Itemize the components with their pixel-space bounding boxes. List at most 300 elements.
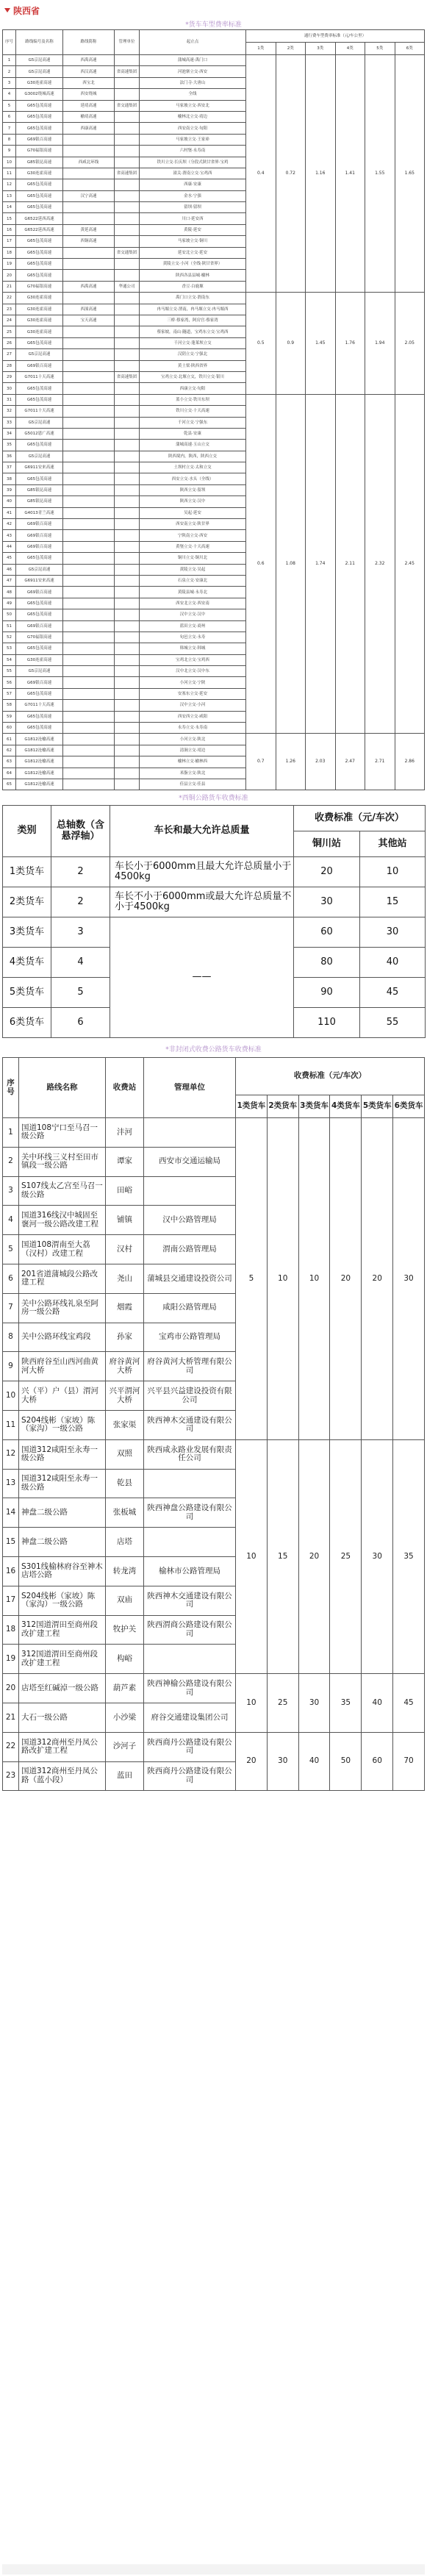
row-fee-other: 10 <box>360 857 426 887</box>
row-axles: 2 <box>51 887 110 917</box>
row-no: 24 <box>3 315 16 326</box>
row-section: 乾县·安康 <box>140 428 246 439</box>
row-road-no: G65包茂高速 <box>16 270 63 281</box>
row-road-name <box>63 700 115 711</box>
row-no: 15 <box>3 213 16 224</box>
row-no: 18 <box>3 247 16 258</box>
row-road-no: G65包茂高速 <box>16 394 63 405</box>
row-section: 西康立交·旬阳 <box>140 383 246 394</box>
bottom-strip <box>2 2564 425 2575</box>
fee-value: 70 <box>393 1732 425 1791</box>
row-agency: 宝鸡市公路管理局 <box>144 1323 236 1352</box>
row-agency <box>115 202 140 213</box>
row-no: 23 <box>3 304 16 315</box>
row-agency <box>115 55 140 66</box>
row-road-no: G70福银高速 <box>16 281 63 292</box>
row-station: 田峪 <box>106 1176 144 1206</box>
row-axles: 4 <box>51 948 110 978</box>
row-road: S204线彬（家坡）陈（家沟）一级公路 <box>19 1586 106 1615</box>
row-station: 张家渠 <box>106 1410 144 1439</box>
row-road: 国道312咸阳至永寿一级公路 <box>19 1469 106 1498</box>
row-no: 26 <box>3 337 16 348</box>
row-no: 3 <box>3 1176 19 1206</box>
row-agency: 府谷黄河大桥管理有限公司 <box>144 1352 236 1381</box>
row-road-no: G65包茂高速 <box>16 383 63 394</box>
t3-col-road: 路线名称 <box>19 1058 106 1118</box>
row-road-name <box>63 688 115 699</box>
t2-col-axles: 总轴数（含悬浮轴） <box>51 806 110 857</box>
row-agency <box>115 417 140 428</box>
row-no: 42 <box>3 519 16 530</box>
row-section: 黄陵·延安 <box>140 224 246 235</box>
table-row <box>3 1674 425 1703</box>
row-agency: 陕西神木交通建设有限公司 <box>144 1410 236 1439</box>
row-no: 46 <box>3 564 16 575</box>
t3-col-station: 收费站 <box>106 1058 144 1118</box>
fee-value: 10 <box>267 1118 298 1440</box>
rate-value: 1.45 <box>306 293 336 395</box>
fee-value: 35 <box>393 1439 425 1673</box>
row-no: 15 <box>3 1528 19 1557</box>
fee-value: 40 <box>298 1732 330 1791</box>
row-section: 延安北立交·延安 <box>140 247 246 258</box>
row-agency <box>115 383 140 394</box>
row-agency <box>115 190 140 201</box>
row-road-name <box>63 654 115 665</box>
row-no: 21 <box>3 1703 19 1732</box>
fee-value: 30 <box>267 1732 298 1791</box>
row-road-name <box>63 575 115 586</box>
row-type: 4类货车 <box>3 948 51 978</box>
row-road-name <box>63 496 115 507</box>
row-no: 43 <box>3 530 16 541</box>
rate-value: 2.45 <box>395 394 425 734</box>
t3-col-type-2: 2类货车 <box>267 1095 298 1118</box>
row-agency <box>115 654 140 665</box>
row-no: 21 <box>3 281 16 292</box>
row-road-name <box>63 146 115 157</box>
row-section: 黄陵立交·小河（全线·陕甘省界） <box>140 259 246 270</box>
t3-col-type-6: 6类货车 <box>393 1095 425 1118</box>
row-agency <box>144 1176 236 1206</box>
row-section: 铜川立交·铜川北 <box>140 553 246 564</box>
row-section: 蔡家坡，南山·隧道，宝鸡东立交·宝鸡西 <box>140 326 246 337</box>
rate-value: 1.76 <box>335 293 365 395</box>
row-no: 33 <box>3 417 16 428</box>
row-road-no: G65包茂高速 <box>16 711 63 722</box>
row-fee-other: 40 <box>360 948 426 978</box>
col-type-3: 3类 <box>306 43 336 55</box>
row-road: S301线榆林府谷至神木店塔公路 <box>19 1556 106 1586</box>
row-station: 烟霞 <box>106 1293 144 1323</box>
row-road-no: G30连霍高速 <box>16 654 63 665</box>
row-agency <box>115 462 140 473</box>
row-agency <box>115 745 140 756</box>
fee-value: 50 <box>330 1732 362 1791</box>
row-agency <box>115 700 140 711</box>
row-station: 葫芦素 <box>106 1674 144 1703</box>
row-road-name <box>63 349 115 360</box>
row-road-name <box>63 564 115 575</box>
t3-col-type-1: 1类货车 <box>236 1095 268 1118</box>
row-no: 40 <box>3 496 16 507</box>
row-road-no: G69银百高速 <box>16 519 63 530</box>
row-agency <box>115 270 140 281</box>
row-road-no: G65包茂高速 <box>16 609 63 620</box>
row-road-no: G65包茂高速 <box>16 123 63 134</box>
row-station: 汉村 <box>106 1235 144 1264</box>
triangle-icon <box>4 8 10 12</box>
row-road: 国道312商州至丹凤公路改扩建工程 <box>19 1732 106 1761</box>
row-agency <box>115 507 140 518</box>
row-no: 37 <box>3 462 16 473</box>
row-road: S107线太乙宫至马召一级公路 <box>19 1176 106 1206</box>
row-no: 39 <box>3 484 16 495</box>
col-type-2: 2类 <box>276 43 306 55</box>
row-section: 榆林立交·榆林西 <box>140 756 246 768</box>
row-no: 20 <box>3 1674 19 1703</box>
row-agency: 咸阳公路管理局 <box>144 1293 236 1323</box>
table3-title: *非封闭式收费公路货车收费标准 <box>165 1046 262 1053</box>
row-section: 汉中立交·小河 <box>140 700 246 711</box>
row-section: 汉阴立交·宁强北 <box>140 349 246 360</box>
t2-col-other: 其他站 <box>360 831 426 857</box>
row-agency: 陕西商丹公路建设有限公司 <box>144 1732 236 1761</box>
row-road-name: 西铜高速 <box>63 236 115 247</box>
row-road-name <box>63 609 115 620</box>
row-road-name <box>63 723 115 734</box>
row-fee-tongchuan: 110 <box>294 1008 360 1038</box>
rate-value: 1.94 <box>365 293 395 395</box>
row-desc: 车长小于6000mm且最大允许总质量小于4500kg <box>110 857 294 887</box>
row-road-name <box>63 519 115 530</box>
row-road-name <box>63 484 115 495</box>
row-desc: —— <box>110 917 294 1038</box>
row-agency <box>115 224 140 235</box>
row-road-no: G65包茂高速 <box>16 473 63 484</box>
row-road-name <box>63 756 115 768</box>
row-agency <box>115 723 140 734</box>
row-road-name <box>63 202 115 213</box>
row-road-name <box>63 417 115 428</box>
row-section: 西安立交·水头（全线） <box>140 473 246 484</box>
row-no: 22 <box>3 1732 19 1761</box>
row-no: 51 <box>3 620 16 632</box>
row-no: 49 <box>3 598 16 609</box>
t3-col-type-4: 4类货车 <box>330 1095 362 1118</box>
row-station: 尧山 <box>106 1264 144 1293</box>
row-agency <box>115 609 140 620</box>
row-road-name <box>63 745 115 756</box>
col-type-1: 1类 <box>246 43 276 55</box>
row-road-name <box>63 259 115 270</box>
t2-col-type: 类别 <box>3 806 51 857</box>
row-road-no: G6911安来高速 <box>16 575 63 586</box>
row-station: 沣河 <box>106 1118 144 1148</box>
row-road-no: G7011十天高速 <box>16 406 63 417</box>
row-no: 30 <box>3 383 16 394</box>
row-road-name <box>63 541 115 552</box>
row-agency: 蒲城县交通建设投资公司 <box>144 1264 236 1293</box>
row-section: 西安南立交·旬阳 <box>140 123 246 134</box>
row-agency: 西安市交通运输局 <box>144 1147 236 1176</box>
row-road-name: 汉宁高速 <box>63 190 115 201</box>
row-no: 16 <box>3 224 16 235</box>
xitong-fee-table <box>2 805 425 1038</box>
row-agency <box>115 530 140 541</box>
rate-value: 2.11 <box>335 394 365 734</box>
row-road: 312国道渭田至商州段改扩建工程 <box>19 1615 106 1645</box>
row-station: 张板城 <box>106 1498 144 1528</box>
row-road: 国道312商州至丹凤公路（蓝小段） <box>19 1761 106 1791</box>
row-road-no: G1812沧榆高速 <box>16 756 63 768</box>
row-agency <box>144 1645 236 1674</box>
row-section: 汉中北立交·汉中东 <box>140 666 246 677</box>
row-no: 7 <box>3 1293 19 1323</box>
row-agency <box>115 146 140 157</box>
row-no: 13 <box>3 190 16 201</box>
row-road-name <box>63 247 115 258</box>
row-no: 19 <box>3 259 16 270</box>
row-no: 2 <box>3 1147 19 1176</box>
row-section: 宁陕南立交·西安 <box>140 530 246 541</box>
fee-value: 5 <box>236 1118 268 1440</box>
row-road: 312国道渭田至商州段改扩建工程 <box>19 1645 106 1674</box>
row-no: 47 <box>3 575 16 586</box>
row-section: 马家坡立交·铜川 <box>140 236 246 247</box>
row-road-name: 延靖高速 <box>63 100 115 111</box>
row-agency: 渭南公路管理局 <box>144 1235 236 1264</box>
row-agency <box>115 394 140 405</box>
row-axles: 5 <box>51 978 110 1008</box>
province-title: 陕西省 <box>4 3 40 18</box>
row-no: 53 <box>3 643 16 654</box>
row-axles: 2 <box>51 857 110 887</box>
t2-col-fee: 收费标准（元/车次） <box>294 806 426 831</box>
row-type: 3类货车 <box>3 917 51 948</box>
row-section: 铁川立交·长庆坝（分段式陕甘省界·宝鸡 <box>140 157 246 168</box>
row-section: 永寿立交·永寿南 <box>140 723 246 734</box>
col-rate: 通行费车型费率标准（元/车公里） <box>246 30 425 43</box>
row-road-no: G85银昆高速 <box>16 157 63 168</box>
row-no: 48 <box>3 587 16 598</box>
row-road-no: G30连霍高速 <box>16 293 63 304</box>
t3-col-type-3: 3类货车 <box>298 1095 330 1118</box>
row-agency <box>115 553 140 564</box>
row-agency: 府谷交通建设集团公司 <box>144 1703 236 1732</box>
row-section: 西安南立交·陕甘界 <box>140 519 246 530</box>
row-road-no: G65包茂高速 <box>16 111 63 122</box>
row-no: 8 <box>3 134 16 145</box>
rate-value: 2.32 <box>365 394 395 734</box>
row-agency: 陕西神榆公路建设有限公司 <box>144 1674 236 1703</box>
open-road-fee-table <box>2 1057 425 1791</box>
row-road-name <box>63 768 115 779</box>
row-station: 双照 <box>106 1439 144 1469</box>
row-agency <box>115 304 140 315</box>
row-road-no: G65包茂高速 <box>16 688 63 699</box>
row-agency <box>115 564 140 575</box>
row-agency <box>115 587 140 598</box>
row-road-name <box>63 473 115 484</box>
row-road-no: G69银百高速 <box>16 134 63 145</box>
col-agency: 管理单位 <box>115 30 140 55</box>
row-station: 店塔 <box>106 1528 144 1557</box>
row-road-name <box>63 553 115 564</box>
fee-value: 20 <box>362 1118 393 1440</box>
row-no: 25 <box>3 326 16 337</box>
row-road-name <box>63 598 115 609</box>
row-no: 12 <box>3 1439 19 1469</box>
rate-value: 1.08 <box>276 394 306 734</box>
row-station: 双庙 <box>106 1586 144 1615</box>
row-section: 旬邑立交·永寿 <box>140 632 246 643</box>
row-section: 全线 <box>140 89 246 100</box>
row-agency: 省高速集团 <box>115 371 140 382</box>
row-agency: 省交通集团 <box>115 100 140 111</box>
row-section: 千河立交·宁强东 <box>140 417 246 428</box>
rate-value: 1.74 <box>306 394 336 734</box>
row-no: 34 <box>3 428 16 439</box>
table-row <box>3 55 425 66</box>
row-section: 黄土梁·陕西省界 <box>140 360 246 371</box>
row-road-no: G7011十天高速 <box>16 700 63 711</box>
row-section: 土坝村立交·太和立交 <box>140 462 246 473</box>
row-section: 佳县立交·佳县 <box>140 779 246 790</box>
fee-value: 35 <box>330 1674 362 1733</box>
row-station: 孙家 <box>106 1323 144 1352</box>
row-agency: 陕西渭商公路建设有限公司 <box>144 1615 236 1645</box>
row-agency <box>115 734 140 745</box>
row-desc: 车长不小于6000mm或最大允许总质量不小于4500kg <box>110 887 294 917</box>
t3-col-type-5: 5类货车 <box>362 1095 393 1118</box>
col-road-no: 路线编号及名称 <box>16 30 63 55</box>
row-road-no: G1812沧榆高速 <box>16 768 63 779</box>
table-row <box>3 857 426 887</box>
row-agency <box>115 643 140 654</box>
row-road-name <box>63 643 115 654</box>
row-no: 35 <box>3 440 16 451</box>
row-section: 禹门口立交·渭南东 <box>140 293 246 304</box>
col-type-4: 4类 <box>335 43 365 55</box>
row-road-no: G5京昆高速 <box>16 417 63 428</box>
row-road-name: 西康高速 <box>63 123 115 134</box>
row-road-no: G6911安来高速 <box>16 462 63 473</box>
row-no: 18 <box>3 1615 19 1645</box>
rate-value: 0.5 <box>246 293 276 395</box>
row-station: 府谷黄河大桥 <box>106 1352 144 1381</box>
col-type-6: 6类 <box>395 43 425 55</box>
row-no: 4 <box>3 89 16 100</box>
row-fee-tongchuan: 30 <box>294 887 360 917</box>
row-agency: 榆林市公路管理局 <box>144 1556 236 1586</box>
row-road-no: G1812沧榆高速 <box>16 745 63 756</box>
row-road-name <box>63 383 115 394</box>
row-agency <box>115 111 140 122</box>
row-no: 2 <box>3 66 16 77</box>
row-road-no: G69银百高速 <box>16 530 63 541</box>
row-road-no: G5京昆高速 <box>16 55 63 66</box>
row-road: 国道108渭南至大荔（汉村）改建工程 <box>19 1235 106 1264</box>
row-agency <box>115 677 140 688</box>
row-road-name <box>63 507 115 518</box>
row-no: 61 <box>3 734 16 745</box>
row-road-no: G69银百高速 <box>16 587 63 598</box>
row-section: 潼关·渭南立交·宝鸡西 <box>140 168 246 179</box>
row-road-no: G6522延西高速 <box>16 224 63 235</box>
row-section: 铁川立交·十天高速 <box>140 406 246 417</box>
row-no: 6 <box>3 1264 19 1293</box>
row-road-name <box>63 213 115 224</box>
row-section: 法门寺·大唐山 <box>140 77 246 88</box>
row-type: 2类货车 <box>3 887 51 917</box>
row-fee-other: 15 <box>360 887 426 917</box>
table-row <box>3 1732 425 1761</box>
row-agency <box>115 620 140 632</box>
row-road-name <box>63 632 115 643</box>
row-no: 8 <box>3 1323 19 1352</box>
row-agency <box>115 575 140 586</box>
row-road-name <box>63 666 115 677</box>
row-road-no: G1812沧榆高速 <box>16 734 63 745</box>
row-fee-other: 55 <box>360 1008 426 1038</box>
row-road-no: G30连霍高速 <box>16 304 63 315</box>
row-road-name <box>63 293 115 304</box>
row-road-no: G85银昆高速 <box>16 496 63 507</box>
row-no: 32 <box>3 406 16 417</box>
row-section: 西安西立交·咸阳 <box>140 711 246 722</box>
row-road: 关中公路环线宝鸡段 <box>19 1323 106 1352</box>
row-road-no: G65包茂高速 <box>16 202 63 213</box>
row-no: 29 <box>3 371 16 382</box>
row-agency: 兴平县兴益建设投资有限公司 <box>144 1381 236 1411</box>
row-no: 57 <box>3 688 16 699</box>
row-road-no: G5京昆高速 <box>16 349 63 360</box>
row-agency <box>115 77 140 88</box>
t3-col-agency: 管理单位 <box>144 1058 236 1118</box>
row-agency: 陕西商丹公路建设有限公司 <box>144 1761 236 1791</box>
fee-value: 10 <box>236 1674 268 1733</box>
table-row <box>3 1118 425 1148</box>
row-no: 11 <box>3 168 16 179</box>
row-agency <box>115 406 140 417</box>
row-section: 石泉立交·安康北 <box>140 575 246 586</box>
row-agency <box>115 496 140 507</box>
row-no: 16 <box>3 1556 19 1586</box>
row-road-name: 西禹高速 <box>63 281 115 292</box>
row-section: 清涧立交·靖边 <box>140 745 246 756</box>
rate-value: 0.6 <box>246 394 276 734</box>
col-type-5: 5类 <box>365 43 395 55</box>
row-road-name: 榆靖高速 <box>63 111 115 122</box>
t2-col-tongchuan: 铜川站 <box>294 831 360 857</box>
row-axles: 6 <box>51 1008 110 1038</box>
row-section: 汉中立交·汉中 <box>140 609 246 620</box>
row-road-name <box>63 711 115 722</box>
row-road-no: G30连霍高速 <box>16 326 63 337</box>
row-fee-tongchuan: 80 <box>294 948 360 978</box>
row-road-name <box>63 428 115 439</box>
row-agency <box>115 451 140 462</box>
row-road-no: G65包茂高速 <box>16 190 63 201</box>
row-no: 41 <box>3 507 16 518</box>
row-agency <box>115 473 140 484</box>
row-no: 38 <box>3 473 16 484</box>
row-no: 60 <box>3 723 16 734</box>
row-no: 1 <box>3 1118 19 1148</box>
row-road-no: G69银百高速 <box>16 620 63 632</box>
rate-value: 1.65 <box>395 55 425 293</box>
